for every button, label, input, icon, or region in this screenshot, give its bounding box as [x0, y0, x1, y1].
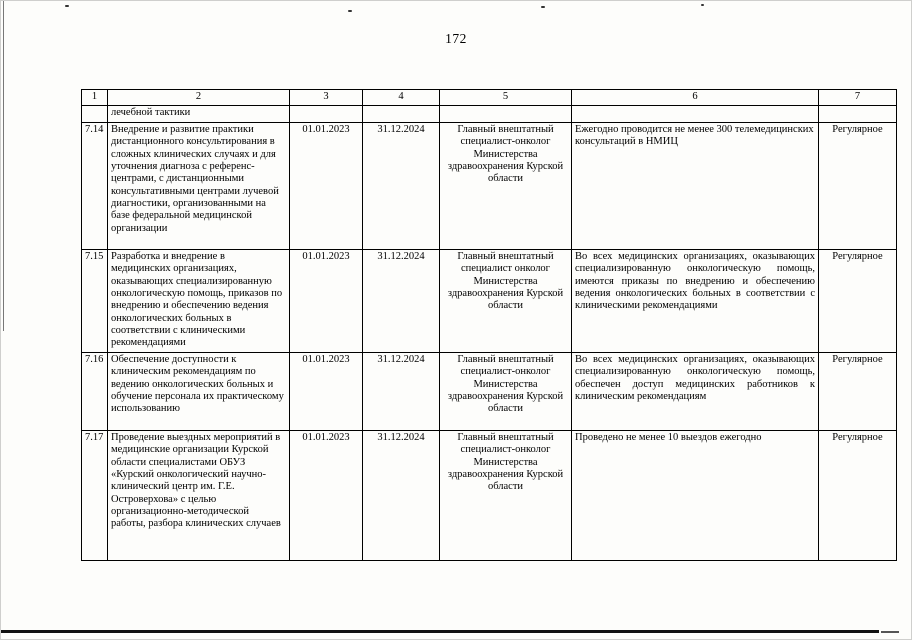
scan-edge-line: [3, 1, 4, 331]
activity-cell: Разработка и внедрение в медицинских организациях, оказывающих специализированную онкологическую помощь, приказов по внедрению и обеспечению ведения онкологических больных в соответствии с клиническими рекомендациями: [108, 249, 290, 352]
result-cell: Ежегодно проводится не менее 300 телемедицинских консультаций в НМИЦ: [572, 122, 819, 249]
end-date-cell: 31.12.2024: [363, 430, 440, 560]
result-cell: Проведено не менее 10 выездов ежегодно: [572, 430, 819, 560]
continuation-row: [82, 106, 897, 122]
col-header-4: 4: [363, 90, 440, 106]
col-header-5: 5: [440, 90, 572, 106]
scan-speck: [348, 10, 352, 12]
scan-speck: [701, 4, 704, 6]
end-date-cell: 31.12.2024: [363, 122, 440, 249]
result-cell: [572, 106, 819, 122]
start-date-cell: 01.01.2023: [290, 352, 363, 430]
col-header-3: 3: [290, 90, 363, 106]
table-row: [82, 352, 897, 430]
periodicity-cell: [819, 106, 897, 122]
periodicity-cell: Регулярное: [819, 249, 897, 352]
responsible-cell: Главный внештатный специалист-онколог Министерства здравоохранения Курской области: [440, 430, 572, 560]
scan-speck: [541, 6, 545, 8]
page-number: 172: [445, 31, 467, 46]
responsible-cell: [440, 106, 572, 122]
col-header-2: 2: [108, 90, 290, 106]
row-number-cell: [82, 106, 108, 122]
row-number-cell: 7.15: [82, 249, 108, 352]
activities-table: [81, 89, 897, 561]
start-date-cell: 01.01.2023: [290, 249, 363, 352]
end-date-cell: [363, 106, 440, 122]
periodicity-cell: Регулярное: [819, 122, 897, 249]
start-date-cell: 01.01.2023: [290, 430, 363, 560]
responsible-cell: Главный внештатный специалист-онколог Министерства здравоохранения Курской области: [440, 122, 572, 249]
periodicity-cell: Регулярное: [819, 352, 897, 430]
scan-edge-line: [1, 630, 879, 633]
scan-speck: [65, 5, 69, 7]
activity-cell: Обеспечение доступности к клиническим рекомендациям по ведению онкологических больных и обучение персонала их практическому использованию: [108, 352, 290, 430]
activity-cell: Проведение выездных мероприятий в медицинские организации Курской области специалистами ОБУЗ «Курский онкологический научно-клинический центр им. Г.Е. Островерхова» с целью организационно-методической работы, разбора клинических случаев: [108, 430, 290, 560]
start-date-cell: [290, 106, 363, 122]
table-row: [82, 122, 897, 249]
col-header-7: 7: [819, 90, 897, 106]
result-cell: Во всех медицинских организациях, оказывающих специализированную онкологическую помощь, имеются приказы по внедрению и обеспечению ведения онкологических больных в соответствии с клиническими рекомендациями: [572, 249, 819, 352]
scan-edge-line: [881, 631, 899, 633]
start-date-cell: 01.01.2023: [290, 122, 363, 249]
end-date-cell: 31.12.2024: [363, 352, 440, 430]
result-cell: Во всех медицинских организациях, оказывающих специализированную онкологическую помощь, обеспечен доступ медицинских работников к клиническим рекомендациям: [572, 352, 819, 430]
responsible-cell: Главный внештатный специалист онколог Министерства здравоохранения Курской области: [440, 249, 572, 352]
row-number-cell: 7.16: [82, 352, 108, 430]
row-number-cell: 7.17: [82, 430, 108, 560]
periodicity-cell: Регулярное: [819, 430, 897, 560]
end-date-cell: 31.12.2024: [363, 249, 440, 352]
responsible-cell: Главный внештатный специалист-онколог Министерства здравоохранения Курской области: [440, 352, 572, 430]
activity-cell: лечебной тактики: [108, 106, 290, 122]
row-number-cell: 7.14: [82, 122, 108, 249]
table-row: [82, 430, 897, 560]
col-header-6: 6: [572, 90, 819, 106]
activity-cell: Внедрение и развитие практики дистанционного консультирования в сложных клинических случаях и для уточнения диагноза с референс-центрами, с дистанционными консультативными центрами лучевой диагностики, организованными на базе федеральной медицинской организации: [108, 122, 290, 249]
column-number-row: [82, 90, 897, 106]
col-header-1: 1: [82, 90, 108, 106]
table-row: [82, 249, 897, 352]
